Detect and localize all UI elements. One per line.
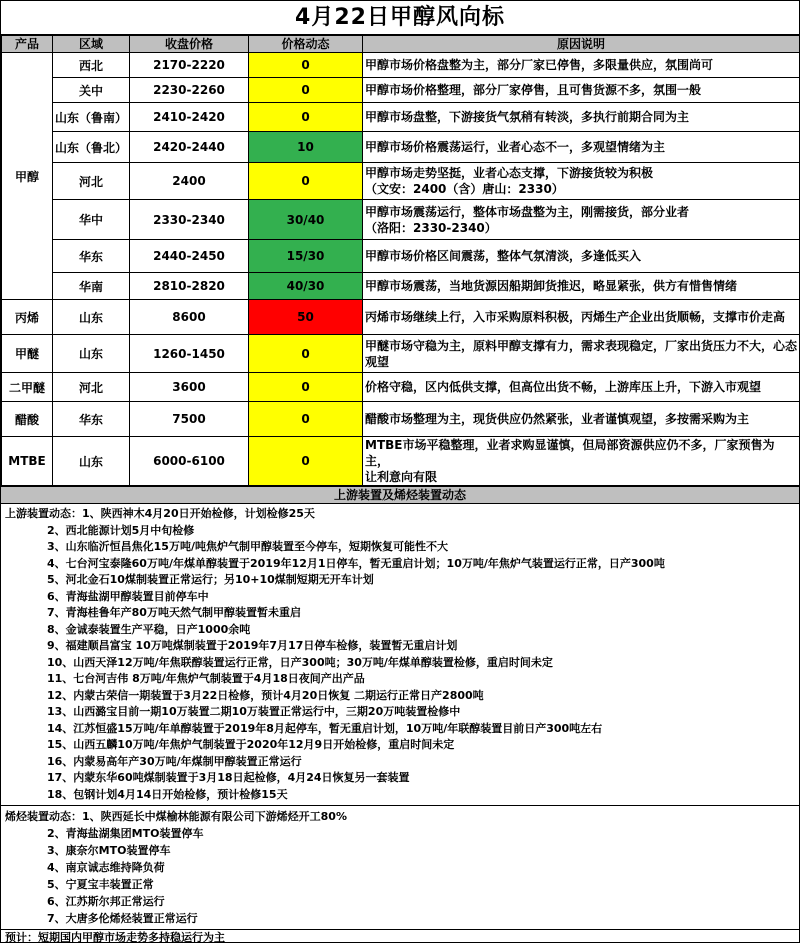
- region-cell: 华南: [53, 273, 130, 300]
- reason-line: （洛阳：2330-2340）: [365, 220, 497, 235]
- header-region: 区域: [53, 36, 130, 53]
- price-cell: 2400: [130, 163, 249, 200]
- upstream-item: 6、青海盐湖甲醇装置目前停车中: [47, 589, 209, 603]
- table-row: [2, 103, 800, 132]
- upstream-item: 16、内蒙易高年产30万吨/年煤制甲醇装置正常运行: [47, 754, 302, 768]
- region-cell: 山东（鲁南）: [53, 103, 130, 132]
- reason-line: 让利意向有限: [365, 470, 438, 484]
- reason-cell: [363, 200, 800, 240]
- reason-line: 观望: [365, 354, 390, 369]
- reason-line: 甲醚市场守稳为主，原料甲醇支撑有力，需求表现稳定，厂家出货压力不大，心态: [365, 338, 798, 353]
- reason-line: MTBE市场平稳整理，业者求购显谨慎，但局部资源供应仍不多，厂家预售为主，: [365, 438, 775, 468]
- product-methanol: 甲醇: [2, 53, 53, 300]
- price-cell: 1260-1450: [130, 335, 249, 373]
- header-product: 产品: [2, 36, 53, 53]
- region-cell: 华东: [53, 402, 130, 437]
- trend-cell: 0: [249, 103, 363, 132]
- trend-cell: 0: [249, 53, 363, 78]
- olefin-section: [1, 806, 799, 930]
- upstream-item: 17、内蒙东华60吨煤制装置于3月18日起检修，4月24日恢复另一套装置: [47, 771, 410, 784]
- price-cell: 6000-6100: [130, 437, 249, 486]
- upstream-item: 7、青海桂鲁年产80万吨天然气制甲醇装置暂未重启: [47, 606, 301, 619]
- table-row: [2, 53, 800, 78]
- reason-line: 甲醇市场走势坚挺，业者心态支撑，下游接货较为积极: [365, 166, 654, 180]
- product-propylene: 丙烯: [2, 300, 53, 335]
- region-cell: 华东: [53, 240, 130, 273]
- reason-cell: [363, 437, 800, 486]
- upstream-item: 9、福建顺昌富宝 10万吨煤制装置于2019年7月17日停车检修，装置暂无重启计划: [47, 639, 458, 652]
- olefin-item: 2、青海盐湖集团MTO装置停车: [47, 827, 204, 840]
- reason-cell: 甲醇市场盘整，下游接货气氛稍有转淡，多执行前期合同为主: [363, 103, 800, 132]
- price-cell: 3600: [130, 373, 249, 402]
- olefin-item: 5、宁夏宝丰装置正常: [47, 878, 154, 891]
- reason-cell: 甲醇市场价格整理，部分厂家停售，且可售货源不多，氛围一般: [363, 78, 800, 103]
- olefin-item: 1、陕西延长中煤榆林能源有限公司下游烯烃开工80%: [82, 810, 347, 823]
- page-title: 4月22日甲醇风向标: [1, 1, 799, 35]
- trend-cell: 30/40: [249, 200, 363, 240]
- table-row: [2, 437, 800, 486]
- reason-cell: 价格守稳，区内低供支撑，但高位出货不畅，上游库压上升，下游入市观望: [363, 373, 800, 402]
- trend-cell: 50: [249, 300, 363, 335]
- price-cell: 7500: [130, 402, 249, 437]
- price-cell: 8600: [130, 300, 249, 335]
- reason-cell: [363, 335, 800, 373]
- upstream-item: 12、内蒙古荣信一期装置于3月22日检修，预计4月20日恢复 二期运行正常日产2800吨: [47, 688, 484, 702]
- region-cell: 山东: [53, 300, 130, 335]
- product-dmm: 二甲醚: [2, 373, 53, 402]
- reason-cell: 甲醇市场价格区间震荡，整体气氛清淡，多逢低买入: [363, 240, 800, 273]
- reason-cell: 丙烯市场继续上行，入市采购原料积极，丙烯生产企业出货顺畅，支撑市价走高: [363, 300, 800, 335]
- product-dme: 甲醚: [2, 335, 53, 373]
- olefin-item: 3、康奈尔MTO装置停车: [47, 844, 171, 857]
- upstream-item: 3、山东临沂恒昌焦化15万吨/吨焦炉气制甲醇装置至今停车，短期恢复可能性不大: [47, 540, 448, 553]
- trend-cell: 0: [249, 437, 363, 486]
- table-header-row: [2, 36, 800, 53]
- reason-cell: 醋酸市场整理为主，现货供应仍然紧张，业者谨慎观望，多按需采购为主: [363, 402, 800, 437]
- trend-cell: 0: [249, 335, 363, 373]
- upstream-label: 上游装置动态：: [5, 507, 82, 520]
- table-row: [2, 163, 800, 200]
- price-cell: 2420-2440: [130, 132, 249, 163]
- trend-cell: 0: [249, 373, 363, 402]
- upstream-item: 13、山西潞宝目前一期10万装置二期10万装置正常运行中，三期20万吨装置检修中: [47, 705, 461, 718]
- table-row: [2, 402, 800, 437]
- table-row: [2, 373, 800, 402]
- table-row: [2, 240, 800, 273]
- section-title: 上游装置及烯烃装置动态: [1, 486, 799, 504]
- trend-cell: 0: [249, 78, 363, 103]
- price-cell: 2410-2420: [130, 103, 249, 132]
- trend-cell: 10: [249, 132, 363, 163]
- table-row: [2, 78, 800, 103]
- reason-cell: 甲醇市场震荡，当地货源因船期卸货推迟，略显紧张，供方有惜售情绪: [363, 273, 800, 300]
- price-table: [1, 35, 800, 486]
- trend-cell: 0: [249, 402, 363, 437]
- table-row: [2, 300, 800, 335]
- region-cell: 山东: [53, 335, 130, 373]
- upstream-item: 18、包钢计划4月14日开始检修，预计检修15天: [47, 787, 288, 801]
- table-row: [2, 200, 800, 240]
- region-cell: 河北: [53, 373, 130, 402]
- upstream-item: 14、江苏恒盛15万吨/年单醇装置于2019年8月起停车，暂无重启计划，10万吨/年联醇装置目前日产300吨左右: [47, 721, 603, 735]
- reason-cell: 甲醇市场价格震荡运行，业者心态不一，多观望情绪为主: [363, 132, 800, 163]
- reason-cell: 甲醇市场价格盘整为主，部分厂家已停售，多限量供应，氛围尚可: [363, 53, 800, 78]
- price-cell: 2440-2450: [130, 240, 249, 273]
- olefin-label: 烯烃装置动态：: [5, 810, 82, 823]
- upstream-item: 5、河北金石10煤制装置正常运行；另10+10煤制短期无开车计划: [47, 573, 374, 586]
- upstream-section: [1, 504, 799, 806]
- olefin-line: [5, 808, 799, 825]
- price-cell: 2810-2820: [130, 273, 249, 300]
- upstream-item: 2、西北能源计划5月中旬检修: [47, 523, 195, 537]
- trend-cell: 15/30: [249, 240, 363, 273]
- reason-line: 甲醇市场震荡运行，整体市场盘整为主，刚需接货，部分业者: [365, 204, 690, 219]
- trend-cell: 40/30: [249, 273, 363, 300]
- upstream-item: 10、山西天泽12万吨/年焦联醇装置运行正常，日产300吨；30万吨/年煤单醇装置检修，重启时间未定: [47, 655, 553, 669]
- header-price: 收盘价格: [130, 36, 249, 53]
- region-cell: 关中: [53, 78, 130, 103]
- olefin-item: 6、江苏斯尔邦正常运行: [47, 895, 165, 908]
- upstream-item: 11、七台河吉伟 8万吨/年焦炉气制装置于4月18日夜间产出产品: [47, 672, 365, 685]
- reason-cell: [363, 163, 800, 200]
- price-cell: 2170-2220: [130, 53, 249, 78]
- trend-cell: 0: [249, 163, 363, 200]
- olefin-item: 4、南京诚志维持降负荷: [47, 861, 165, 874]
- table-row: [2, 335, 800, 373]
- olefin-item: 7、大唐多伦烯烃装置正常运行: [47, 912, 198, 925]
- region-cell: 河北: [53, 163, 130, 200]
- region-cell: 山东（鲁北）: [53, 132, 130, 163]
- reason-line: （文安：2400（含）唐山：2330）: [365, 182, 564, 196]
- header-reason: 原因说明: [363, 36, 800, 53]
- region-cell: 西北: [53, 53, 130, 78]
- upstream-item: 4、七台河宝泰隆60万吨/年煤单醇装置于2019年12月1日停车，暂无重启计划；10万吨/年焦炉气装置运行正常，日产300吨: [47, 556, 665, 570]
- header-trend: 价格动态: [249, 36, 363, 53]
- price-cell: 2230-2260: [130, 78, 249, 103]
- upstream-item: 15、山西五麟10万吨/年焦炉气制装置于2020年12月9日开始检修，重启时间未定: [47, 738, 455, 751]
- table-row: [2, 273, 800, 300]
- product-mtbe: MTBE: [2, 437, 53, 486]
- upstream-item: 1、陕西神木4月20日开始检修，计划检修25天: [82, 507, 315, 520]
- table-row: [2, 132, 800, 163]
- price-cell: 2330-2340: [130, 200, 249, 240]
- region-cell: 山东: [53, 437, 130, 486]
- forecast-text: 预计：短期国内甲醇市场走势多持稳运行为主: [5, 931, 225, 944]
- product-acetic: 醋酸: [2, 402, 53, 437]
- upstream-line: [5, 506, 799, 523]
- upstream-item: 8、金诚泰装置生产平稳，日产1000余吨: [47, 622, 251, 636]
- region-cell: 华中: [53, 200, 130, 240]
